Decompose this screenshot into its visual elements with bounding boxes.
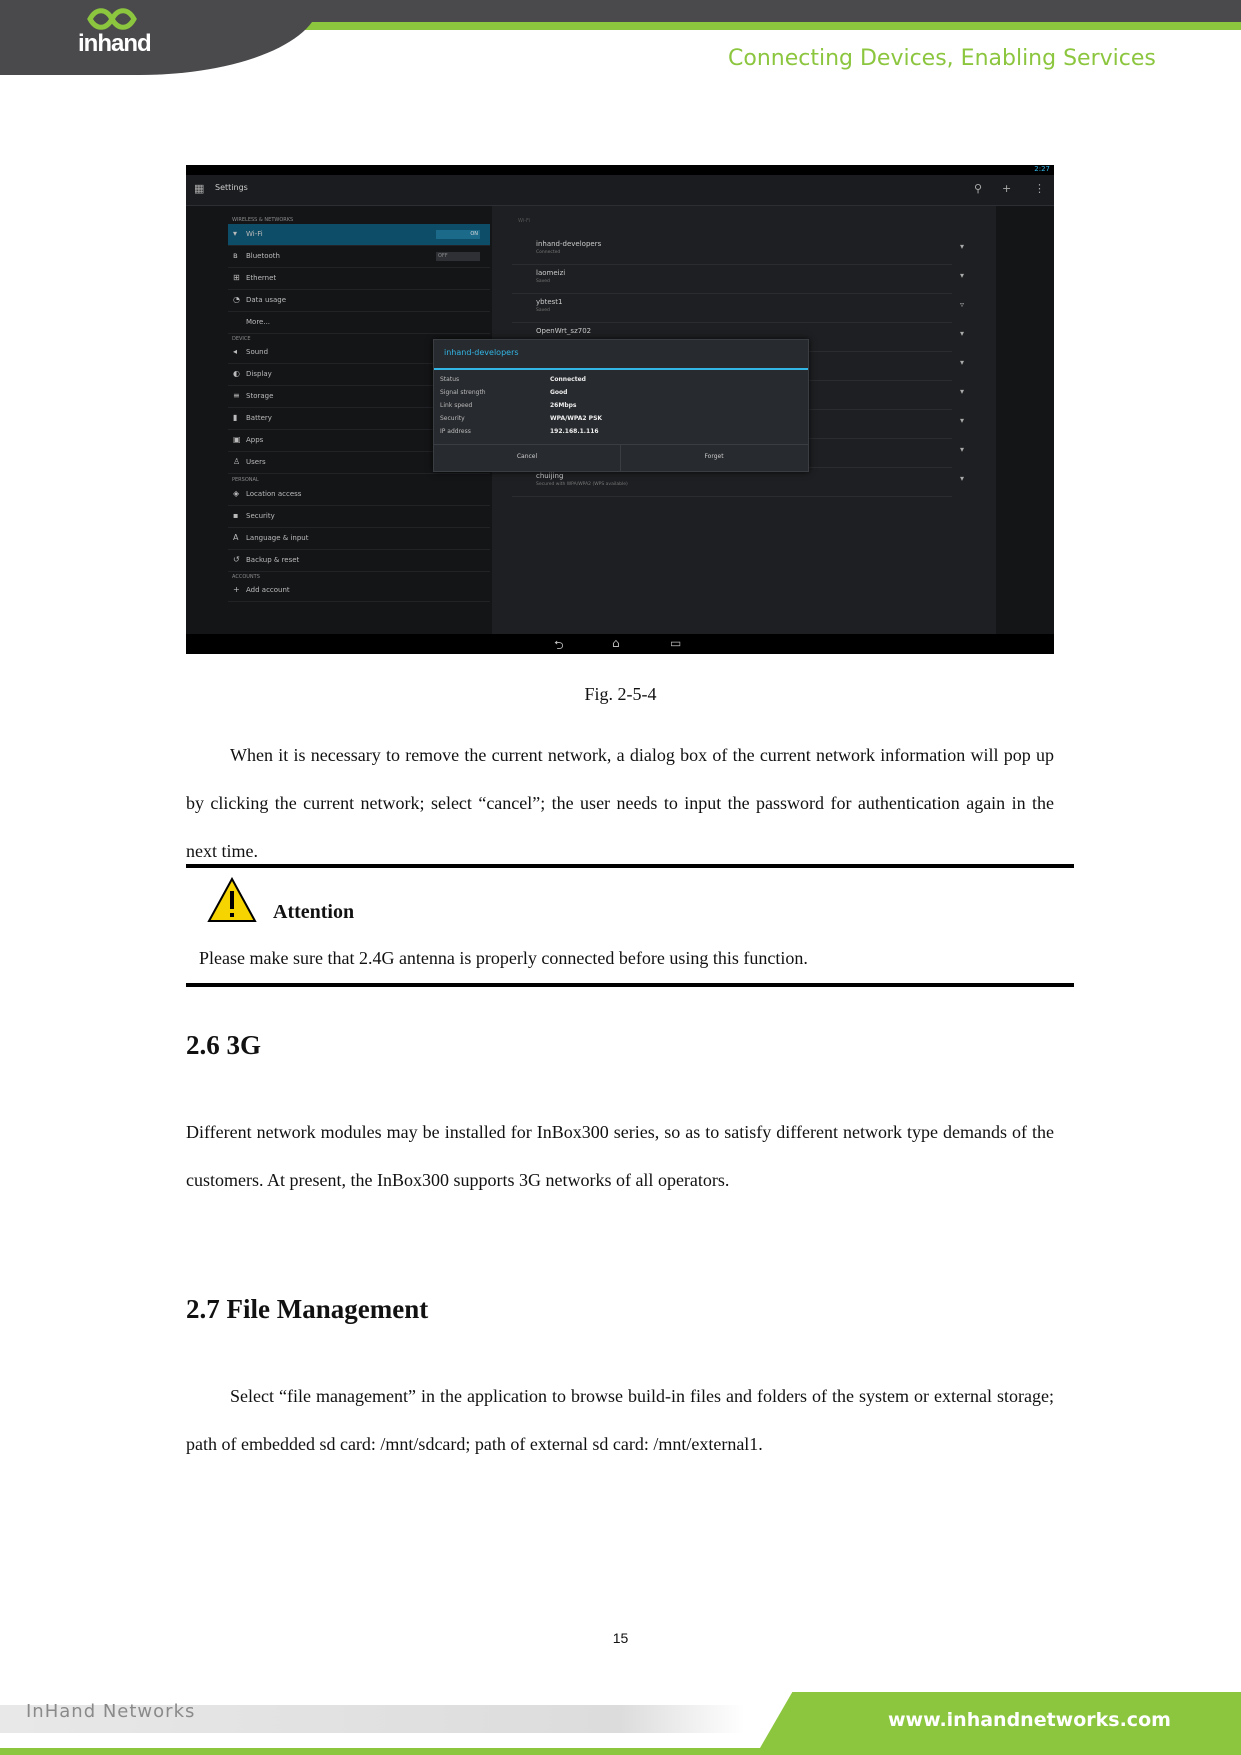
dialog-value: 26Mbps <box>550 402 577 409</box>
menu-battery[interactable]: ▮ Battery <box>228 408 490 430</box>
wifi-signal-icon: ▾ <box>960 271 965 280</box>
footer-website[interactable]: www.inhandnetworks.com <box>888 1709 1171 1731</box>
back-icon[interactable]: ⮌ <box>554 638 564 652</box>
wifi-signal-icon: ▾ <box>960 416 965 425</box>
display-icon: ◐ <box>233 369 240 378</box>
warning-icon <box>207 877 257 923</box>
menu-data-usage[interactable]: ◔ Data usage <box>228 290 490 312</box>
menu-sound[interactable]: ◂ Sound <box>228 342 490 364</box>
dialog-value: Good <box>550 389 568 396</box>
apps-icon: ▣ <box>233 435 241 444</box>
settings-screenshot <box>186 165 1054 654</box>
bluetooth-toggle[interactable]: OFF <box>436 252 480 261</box>
footer-bottom-bar <box>0 1748 1241 1755</box>
page-number: 15 <box>612 1630 629 1646</box>
dialog-value: 192.168.1.116 <box>550 428 599 435</box>
attention-text: Please make sure that 2.4G antenna is properly connected before using this function. <box>199 948 808 968</box>
dialog-value: Connected <box>550 376 586 383</box>
figure-caption: Fig. 2-5-4 <box>584 684 657 704</box>
add-icon[interactable]: + <box>1002 182 1012 195</box>
section-accounts: ACCOUNTS <box>232 574 260 580</box>
paragraph-3g: Different network modules may be installed for InBox300 series, so as to satisfy different network type demands of the customers. At present, the InBox300 supports 3G networks of all operators. <box>186 1122 1054 1190</box>
network-dialog <box>433 339 809 472</box>
dialog-label: Signal strength <box>440 389 486 396</box>
wifi-icon: ▾ <box>233 229 238 238</box>
sound-icon: ◂ <box>233 347 238 356</box>
wifi-network[interactable]: OpenWrt_sz702 ▾ <box>512 323 952 352</box>
wifi-network[interactable]: laomeizi Saved ▾ <box>512 265 952 294</box>
overflow-menu-icon[interactable]: ⋮ <box>1034 182 1045 195</box>
wifi-signal-icon: ▾ <box>960 474 965 483</box>
cancel-button[interactable]: Cancel <box>516 453 538 460</box>
status-time: 2:27 <box>1034 165 1050 173</box>
logo-icon <box>86 8 138 30</box>
menu-language[interactable]: A Language & input <box>228 528 490 550</box>
forget-button[interactable]: Forget <box>704 453 724 460</box>
attention-title: Attention <box>273 901 355 923</box>
lock-icon: ▪ <box>233 511 239 520</box>
menu-apps[interactable]: ▣ Apps <box>228 430 490 452</box>
battery-icon: ▮ <box>233 413 238 422</box>
dialog-label: Security <box>440 415 465 422</box>
language-icon: A <box>233 533 239 542</box>
ethernet-icon: ⊞ <box>233 273 240 282</box>
logo-panel <box>0 0 320 75</box>
attention-bottom-rule <box>186 983 1074 987</box>
menu-storage[interactable]: ≡ Storage <box>228 386 490 408</box>
wifi-network[interactable]: ybtest1 Saved ▿ <box>512 294 952 323</box>
menu-display[interactable]: ◐ Display <box>228 364 490 386</box>
recents-icon[interactable]: ▭ <box>670 636 682 650</box>
menu-security[interactable]: ▪ Security <box>228 506 490 528</box>
header-tagline: Connecting Devices, Enabling Services <box>728 46 1156 71</box>
paragraph-file-management: Select “file management” in the application to browse build-in files and folders of the system or external storage; path of embedded sd card: /mnt/sdcard; path of external sd card: /mnt/external1. <box>186 1386 1054 1454</box>
dialog-label: IP address <box>440 428 471 435</box>
wifi-signal-icon: ▾ <box>960 387 965 396</box>
section-personal: PERSONAL <box>232 477 259 483</box>
heading-3g: 2.6 3G <box>186 1030 262 1060</box>
bluetooth-icon: ʙ <box>233 251 238 260</box>
dialog-buttons <box>434 444 808 472</box>
dialog-title: inhand-developers <box>444 348 519 357</box>
wifi-list-title: Wi-Fi <box>518 218 530 224</box>
dialog-label: Status <box>440 376 460 383</box>
backup-icon: ↺ <box>233 555 240 564</box>
wifi-signal-icon: ▿ <box>960 300 965 309</box>
wifi-signal-icon: ▾ <box>960 329 965 338</box>
add-account-icon: + <box>233 585 240 594</box>
data-usage-icon: ◔ <box>233 295 240 304</box>
nav-bar <box>186 634 1054 654</box>
app-title: Settings <box>215 183 248 192</box>
wifi-signal-icon: ▾ <box>960 358 965 367</box>
dialog-label: Link speed <box>440 402 473 409</box>
section-wireless: WIRELESS & NETWORKS <box>232 217 294 223</box>
wifi-network[interactable]: inhand-developers Connected ▾ <box>512 236 952 265</box>
footer-company: InHand Networks <box>26 1701 196 1722</box>
home-icon[interactable]: ⌂ <box>612 636 620 650</box>
menu-bluetooth[interactable]: ʙ Bluetooth OFF <box>228 246 490 268</box>
menu-ethernet[interactable]: ⊞ Ethernet <box>228 268 490 290</box>
menu-users[interactable]: ♙ Users <box>228 452 490 474</box>
wps-icon[interactable]: ⚲ <box>974 182 983 195</box>
dialog-value: WPA/WPA2 PSK <box>550 415 603 422</box>
section-device: DEVICE <box>232 336 251 342</box>
menu-add-account[interactable]: + Add account <box>228 580 490 602</box>
wifi-signal-icon: ▾ <box>960 445 965 454</box>
storage-icon: ≡ <box>233 391 240 400</box>
location-icon: ◈ <box>233 489 240 498</box>
status-bar <box>186 165 1054 175</box>
wifi-toggle[interactable]: ON <box>436 230 480 239</box>
attention-top-rule <box>186 864 1074 868</box>
dialog-divider <box>434 368 808 370</box>
menu-location[interactable]: ◈ Location access <box>228 484 490 506</box>
wifi-network[interactable]: chuijing Secured with WPA/WPA2 (WPS available) ▾ <box>512 468 952 497</box>
menu-backup[interactable]: ↺ Backup & reset <box>228 550 490 572</box>
logo-text: inhand <box>78 30 151 57</box>
menu-wifi[interactable]: ▾ Wi-Fi ON <box>228 224 490 246</box>
action-bar <box>186 175 1054 206</box>
menu-more[interactable]: More... <box>228 312 490 334</box>
settings-icon: ▦ <box>194 182 205 195</box>
wifi-signal-icon: ▾ <box>960 242 965 251</box>
users-icon: ♙ <box>233 457 241 466</box>
heading-file-management: 2.7 File Management <box>186 1294 429 1324</box>
paragraph-remove-network: When it is necessary to remove the current network, a dialog box of the current network information will pop up by clicking the current network; select “cancel”; the user needs to input the password for authentication again in the next time. <box>186 745 1054 861</box>
